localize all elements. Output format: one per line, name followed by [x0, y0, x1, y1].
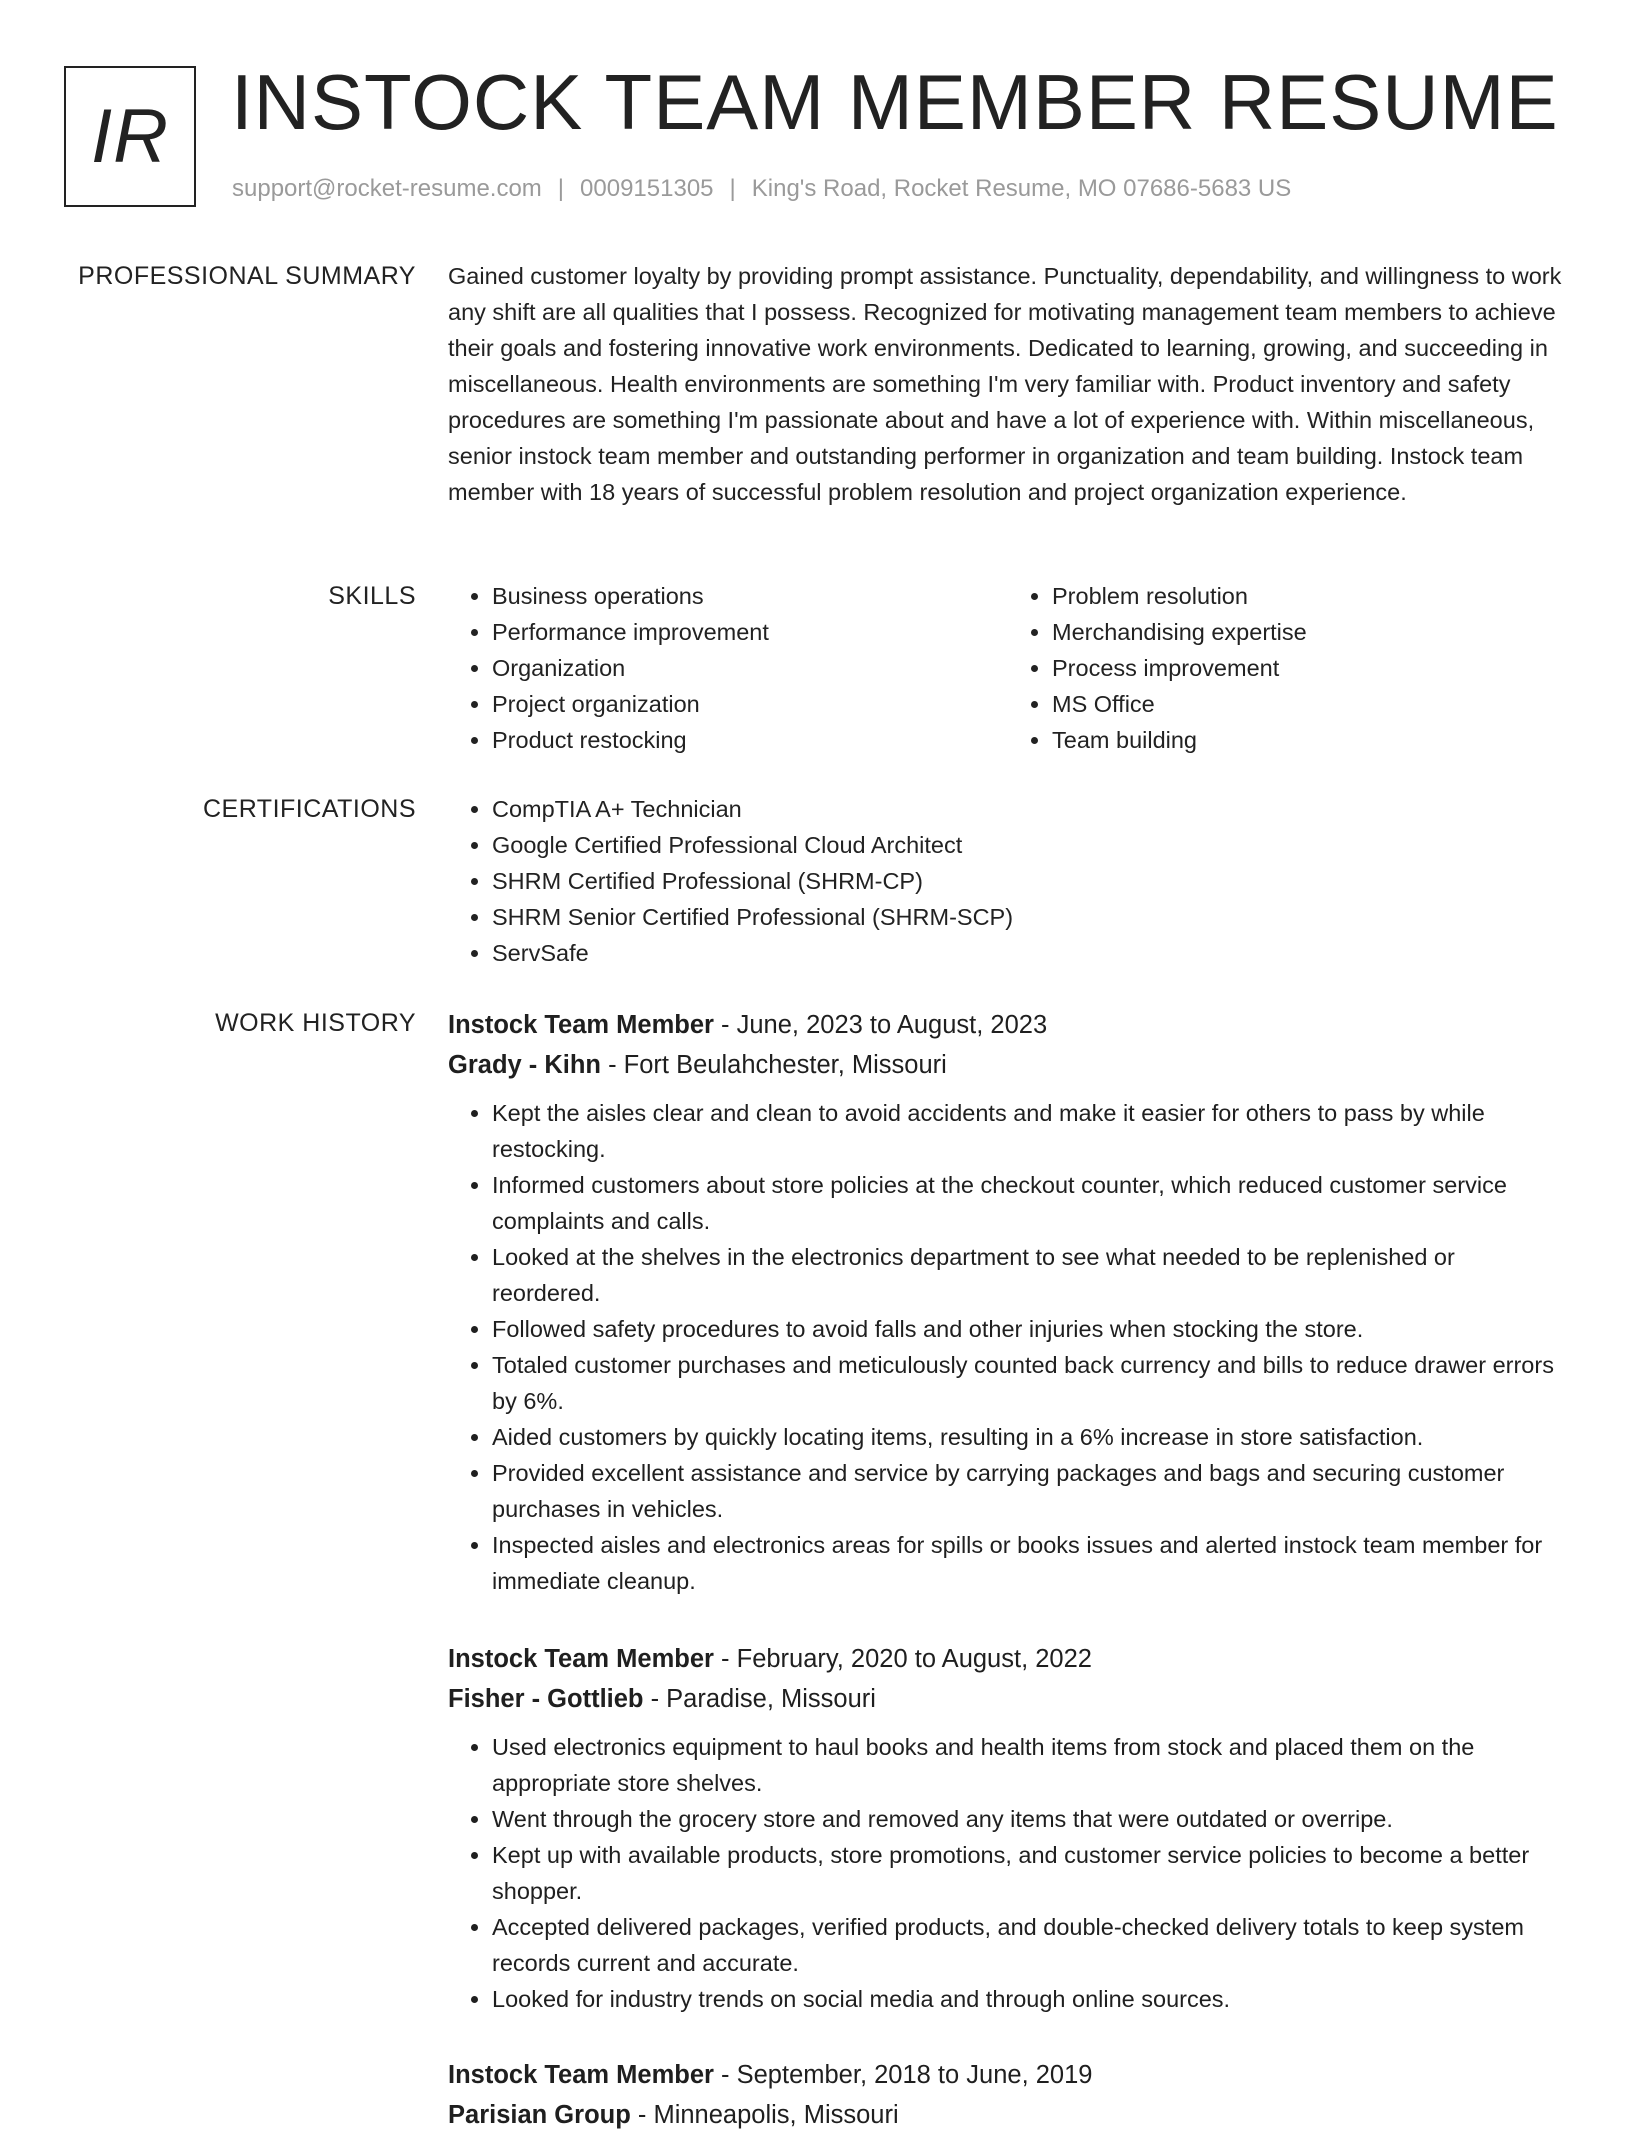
duty-item: • Went through the grocery store and removed any items that were outdated or overripe.: [492, 1801, 1568, 1837]
job-company-line: [448, 1679, 1568, 1719]
job-duties: [448, 1729, 1568, 2017]
skill-item: • Team building: [1052, 722, 1568, 758]
certification-item: • CompTIA A+ Technician: [492, 791, 1568, 827]
duty-item: • Accepted delivered packages, verified products, and double-checked delivery totals to keep system records current and accurate.: [492, 1909, 1568, 1981]
duty-item: • Looked at the shelves in the electronics department to see what needed to be replenished or reordered.: [492, 1239, 1568, 1311]
job-dates: - September, 2018 to June, 2019: [713, 2061, 1093, 2089]
duty-item: • Looked for industry trends on social media and through online sources.: [492, 1981, 1568, 2017]
monogram-initials: IR: [91, 94, 169, 179]
job-title-line: [448, 1005, 1568, 1045]
resume-title: INSTOCK TEAM MEMBER RESUME: [231, 58, 1559, 146]
job-title-line: [448, 1639, 1568, 1679]
certification-item: • SHRM Senior Certified Professional (SHRM-SCP): [492, 899, 1568, 935]
duty-item: • Provided excellent assistance and service by carrying packages and bags and securing customer purchases in vehicles.: [492, 1455, 1568, 1527]
job-company-line: [448, 1045, 1568, 1085]
job-entry: [448, 1639, 1568, 2017]
job-location: - Minneapolis, Missouri: [630, 2101, 899, 2129]
job-location: - Paradise, Missouri: [643, 1685, 876, 1713]
job-entry: [448, 1005, 1568, 1599]
contact-separator: |: [729, 175, 736, 202]
contact-email[interactable]: support@rocket-resume.com: [232, 175, 542, 202]
skills-list: [448, 578, 1568, 758]
job-company: Fisher - Gottlieb: [448, 1685, 644, 1713]
job-location: - Fort Beulahchester, Missouri: [601, 1051, 947, 1079]
duty-item: • Kept the aisles clear and clean to avoid accidents and make it easier for others to pass by while restocking.: [492, 1095, 1568, 1167]
contact-address: King's Road, Rocket Resume, MO 07686-5683 US: [751, 175, 1292, 202]
skill-item: • Organization: [492, 650, 1008, 686]
contact-separator: |: [557, 175, 565, 202]
section-heading-skills: SKILLS: [328, 582, 416, 610]
duty-item: • Informed customers about store policies at the checkout counter, which reduced customer service complaints and calls.: [492, 1167, 1568, 1239]
certification-item: • Google Certified Professional Cloud Architect: [492, 827, 1568, 863]
certification-item: • ServSafe: [492, 935, 1568, 971]
duty-item: • Kept up with available products, store promotions, and customer service policies to become a better shopper.: [492, 1837, 1568, 1909]
section-heading-summary: PROFESSIONAL SUMMARY: [78, 262, 416, 290]
contact-phone[interactable]: 0009151305: [580, 175, 714, 202]
skill-item: • Problem resolution: [1052, 578, 1568, 614]
duty-item: • Inspected aisles and electronics areas for spills or books issues and alerted instock team member for immediate cleanup.: [492, 1527, 1568, 1599]
skill-item: • MS Office: [1052, 686, 1568, 722]
certifications-list: [448, 791, 1568, 971]
job-title-line: [448, 2055, 1568, 2095]
job-company-line: [448, 2095, 1568, 2135]
job-title: Instock Team Member: [448, 1645, 714, 1673]
skills-column-left: [448, 578, 1008, 758]
contact-line: [232, 175, 1291, 203]
section-heading-work-history: WORK HISTORY: [215, 1009, 416, 1037]
summary-text: Gained customer loyalty by providing prompt assistance. Punctuality, dependability, and willingness to work any shift are all qualities that I possess. Recognized for motivating management team members to achieve their goals and fostering innovative work environments. Dedicated to learning, growing, and succeeding in miscellaneous. Health environments are something I'm very familiar with. Product inventory and safety procedures are something I'm passionate about and have a lot of experience with. Within miscellaneous, senior instock team member and outstanding performer in organization and team building. Instock team member with 18 years of successful problem resolution and project organization experience.: [448, 263, 1562, 505]
skill-item: • Process improvement: [1052, 650, 1568, 686]
skill-item: • Performance improvement: [492, 614, 1008, 650]
section-heading-certifications: CERTIFICATIONS: [202, 795, 416, 823]
skill-item: • Business operations: [492, 578, 1008, 614]
job-company: Grady - Kihn: [448, 1051, 602, 1079]
job-duties: [448, 1095, 1568, 1599]
job-dates: - February, 2020 to August, 2022: [713, 1645, 1092, 1673]
duty-item: • Followed safety procedures to avoid falls and other injuries when stocking the store.: [492, 1311, 1568, 1347]
skill-item: • Merchandising expertise: [1052, 614, 1568, 650]
duty-item: • Totaled customer purchases and meticulously counted back currency and bills to reduce drawer errors by 6%.: [492, 1347, 1568, 1419]
job-entry: [448, 2055, 1568, 2135]
duty-item: • Aided customers by quickly locating items, resulting in a 6% increase in store satisfaction.: [492, 1419, 1568, 1455]
job-company: Parisian Group: [448, 2101, 631, 2129]
monogram-badge: [64, 66, 196, 207]
job-title: Instock Team Member: [448, 2061, 714, 2089]
skills-column-right: [1008, 578, 1568, 758]
job-title: Instock Team Member: [448, 1011, 714, 1039]
certification-item: • SHRM Certified Professional (SHRM-CP): [492, 863, 1568, 899]
skill-item: • Project organization: [492, 686, 1008, 722]
skill-item: • Product restocking: [492, 722, 1008, 758]
job-dates: - June, 2023 to August, 2023: [713, 1011, 1048, 1039]
duty-item: • Used electronics equipment to haul books and health items from stock and placed them on the appropriate store shelves.: [492, 1729, 1568, 1801]
